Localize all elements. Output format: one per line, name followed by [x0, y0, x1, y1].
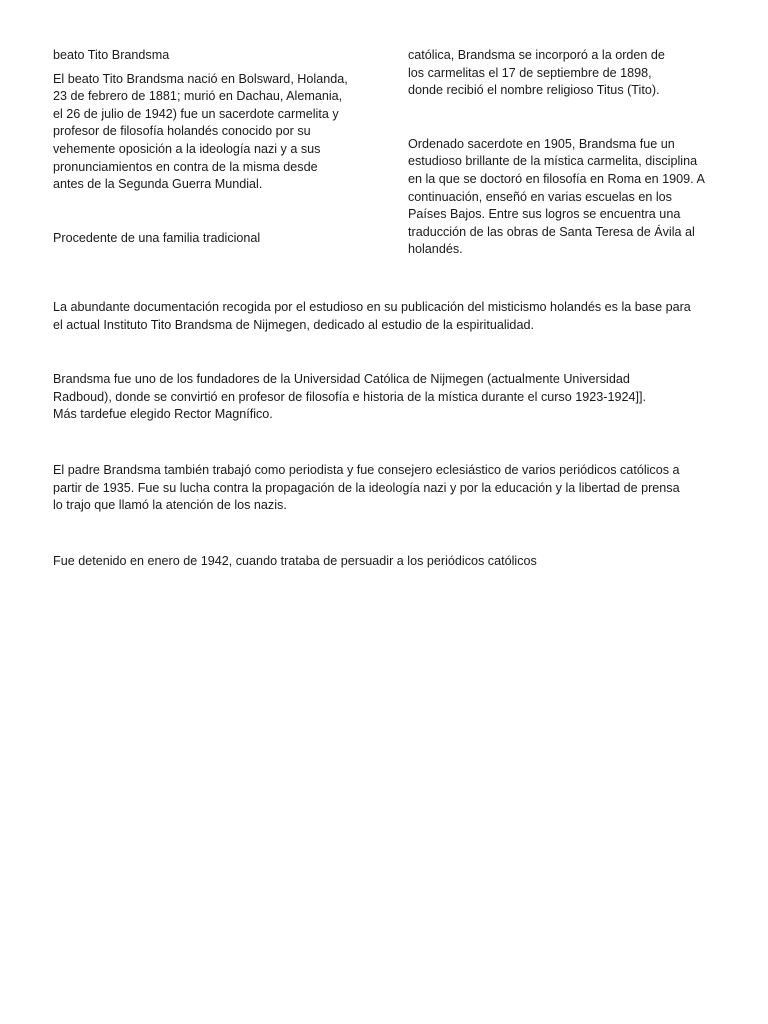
paragraph-line: El beato Tito Brandsma nació en Bolsward, Holanda, [53, 71, 348, 86]
institute-paragraph [53, 299, 723, 334]
paragraph-line: donde recibió el nombre religioso Titus (Tito). [408, 83, 660, 98]
paragraph-spacer [53, 194, 358, 230]
journalism-paragraph [53, 462, 723, 515]
paragraph-line: traducción de las obras de Santa Teresa de Ávila al [408, 224, 695, 239]
paragraph-line: Ordenado sacerdote en 1905, Brandsma fue un [408, 136, 675, 151]
paragraph-line: profesor de filosofía holandés conocido por su [53, 124, 311, 139]
family-paragraph [53, 230, 358, 248]
paragraph-line: Radboud), donde se convirtió en profesor de filosofía e historia de la mística durante el curso 1923-1924]]. [53, 389, 646, 404]
left-column [53, 47, 358, 247]
intro-paragraph [53, 71, 358, 194]
paragraph-line: los carmelitas el 17 de septiembre de 1898, [408, 65, 652, 80]
paragraph-line: antes de la Segunda Guerra Mundial. [53, 177, 263, 192]
paragraph-line: holandés. [408, 242, 463, 257]
arrest-paragraph [53, 553, 723, 571]
right-column [408, 47, 716, 259]
paragraph-line: pronunciamientos en contra de la misma desde [53, 159, 318, 174]
ordination-paragraph [408, 136, 716, 259]
paragraph-line: católica, Brandsma se incorporó a la orden de [408, 48, 665, 62]
paragraph-line: en la que se doctoró en filosofía en Roma en 1909. A [408, 171, 705, 186]
paragraph-line: 23 de febrero de 1881; murió en Dachau, Alemania, [53, 89, 343, 104]
paragraph-line: lo trajo que llamó la atención de los nazis. [53, 498, 287, 513]
paragraph-line: estudioso brillante de la mística carmelita, disciplina [408, 154, 698, 169]
continuation-paragraph [408, 47, 716, 100]
paragraph-line: Brandsma fue uno de los fundadores de la Universidad Católica de Nijmegen (actualmente Universidad [53, 372, 630, 386]
paragraph-line: el 26 de julio de 1942) fue un sacerdote carmelita y [53, 106, 339, 121]
paragraph-line: La abundante documentación recogida por el estudioso en su publicación del misticismo holandés es la base para [53, 300, 691, 314]
paragraph-line: continuación, enseñó en varias escuelas en los [408, 189, 672, 204]
paragraph-line: vehemente oposición a la ideología nazi y a sus [53, 141, 321, 156]
paragraph-line: Más tardefue elegido Rector Magnífico. [53, 407, 273, 422]
paragraph-line: Fue detenido en enero de 1942, cuando trataba de persuadir a los periódicos católicos [53, 554, 537, 568]
paragraph-line: el actual Instituto Tito Brandsma de Nijmegen, dedicado al estudio de la espiritualidad. [53, 317, 534, 332]
university-paragraph [53, 371, 723, 424]
paragraph-line: Procedente de una familia tradicional [53, 230, 261, 245]
paragraph-line: El padre Brandsma también trabajó como periodista y fue consejero eclesiástico de varios periódicos católicos a [53, 463, 680, 477]
document-title: beato Tito Brandsma [53, 48, 170, 62]
paragraph-line: partir de 1935. Fue su lucha contra la propagación de la ideología nazi y por la educación y la libertad de prensa [53, 480, 680, 495]
paragraph-spacer [408, 100, 716, 136]
paragraph-line: Países Bajos. Entre sus logros se encuentra una [408, 207, 681, 222]
